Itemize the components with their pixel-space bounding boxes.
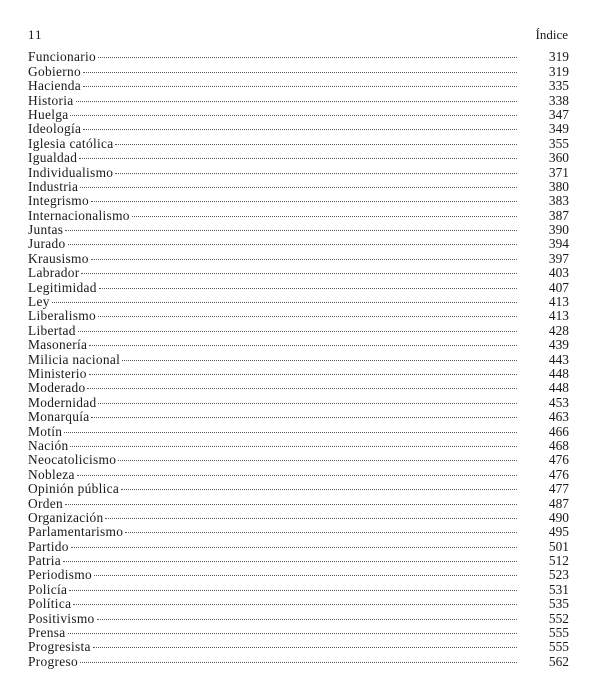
dot-leader xyxy=(93,637,517,651)
index-term: Milicia nacional xyxy=(28,351,121,367)
index-page-number: 360 xyxy=(548,150,569,166)
dot-leader xyxy=(52,292,517,306)
index-page-number: 448 xyxy=(548,365,569,381)
dot-leader xyxy=(63,551,517,565)
index-page-number: 347 xyxy=(548,106,569,122)
index-term: Nobleza xyxy=(28,466,75,482)
index-page-number: 477 xyxy=(548,481,569,497)
index-term: Huelga xyxy=(28,106,69,122)
index-page-number: 383 xyxy=(548,193,569,209)
index-page-number: 394 xyxy=(548,236,569,252)
index-term: Nación xyxy=(28,437,69,453)
dot-leader xyxy=(65,493,517,507)
index-term: Ideología xyxy=(28,121,82,137)
dot-leader xyxy=(132,205,517,219)
dot-leader xyxy=(91,248,517,262)
index-page-number: 403 xyxy=(548,265,569,281)
index-page-number: 466 xyxy=(548,423,569,439)
index-page-number: 407 xyxy=(548,279,569,295)
index-entry xyxy=(28,421,569,439)
index-entry xyxy=(28,220,569,238)
dot-leader xyxy=(80,651,517,665)
index-entry xyxy=(28,320,569,338)
index-entry xyxy=(28,105,569,122)
index-page-number: 387 xyxy=(548,207,569,223)
index-term: Labrador xyxy=(28,265,80,281)
index-term: Industria xyxy=(28,178,79,194)
index-term: Ley xyxy=(28,294,50,310)
index-term: Funcionario xyxy=(28,49,97,65)
index-entry xyxy=(28,292,569,310)
index-term: Partido xyxy=(28,538,69,554)
dot-leader xyxy=(71,536,517,550)
index-entry xyxy=(28,191,569,209)
index-page-number: 476 xyxy=(548,466,569,482)
index-page-number: 463 xyxy=(548,409,569,425)
index-entry xyxy=(28,364,569,381)
index-entry xyxy=(28,522,569,540)
index-page-number: 501 xyxy=(548,538,569,554)
dot-leader xyxy=(118,450,517,464)
dot-leader xyxy=(69,579,517,593)
index-term: Opinión pública xyxy=(28,481,120,497)
dot-leader xyxy=(89,335,517,349)
dot-leader xyxy=(70,436,517,450)
index-term: Krausismo xyxy=(28,250,89,266)
dot-leader xyxy=(76,90,517,104)
index-entry xyxy=(28,565,569,583)
dot-leader xyxy=(91,407,517,421)
index-page-number: 380 xyxy=(548,178,569,194)
index-page-number: 319 xyxy=(548,49,569,65)
index-term: Motín xyxy=(28,423,63,439)
index-entry xyxy=(28,76,569,94)
dot-leader xyxy=(125,522,517,536)
index-page-number: 443 xyxy=(548,351,569,367)
index-page-number: 535 xyxy=(548,596,569,612)
index-page-number: 490 xyxy=(548,509,569,525)
index-term: Legitimidad xyxy=(28,279,97,295)
dot-leader xyxy=(99,277,517,291)
index-page-number: 349 xyxy=(548,121,569,137)
dot-leader xyxy=(122,349,517,363)
index-term: Liberalismo xyxy=(28,308,97,324)
index-term: Policía xyxy=(28,581,68,597)
index-term: Ministerio xyxy=(28,365,87,381)
index-entry xyxy=(28,148,569,166)
dot-leader xyxy=(83,119,517,133)
index-page-number: 448 xyxy=(548,380,569,396)
index-term: Progresista xyxy=(28,639,91,655)
index-term: Moderado xyxy=(28,380,86,396)
index-page-number: 562 xyxy=(548,653,569,669)
index-entry xyxy=(28,133,569,151)
index-term: Integrismo xyxy=(28,193,90,209)
index-page-number: 523 xyxy=(548,567,569,583)
index-term: Iglesia católica xyxy=(28,135,114,151)
index-entry xyxy=(28,407,569,425)
dot-leader xyxy=(78,320,517,334)
dot-leader xyxy=(73,594,517,608)
index-entry xyxy=(28,464,569,482)
index-entry xyxy=(28,436,569,453)
index-page-number: 355 xyxy=(548,135,569,151)
index-entry xyxy=(28,378,569,396)
index-page-number: 453 xyxy=(548,394,569,410)
index-term: Igualdad xyxy=(28,150,78,166)
index-entry xyxy=(28,90,569,108)
index-term: Monarquía xyxy=(28,409,90,425)
index-page-number: 555 xyxy=(548,625,569,641)
page-number: 11 xyxy=(28,27,43,42)
index-page-number: 476 xyxy=(548,452,569,468)
index-page-number: 428 xyxy=(548,322,569,338)
index-entry xyxy=(28,306,569,324)
dot-leader xyxy=(77,464,517,478)
index-entry xyxy=(28,594,569,612)
index-term: Libertad xyxy=(28,322,76,338)
dot-leader xyxy=(70,105,517,119)
page-header xyxy=(28,27,568,43)
index-term: Modernidad xyxy=(28,394,97,410)
dot-leader xyxy=(64,421,517,435)
dot-leader xyxy=(80,177,517,191)
index-page-number: 512 xyxy=(548,553,569,569)
index-entry xyxy=(28,493,569,511)
index-page-number: 397 xyxy=(548,250,569,266)
index-entry xyxy=(28,623,569,641)
dot-leader xyxy=(83,76,517,90)
index-entry xyxy=(28,335,569,353)
index-page-number: 319 xyxy=(548,63,569,79)
index-term: Prensa xyxy=(28,625,66,641)
index-entry xyxy=(28,263,569,281)
index-page-number: 531 xyxy=(548,581,569,597)
dot-leader xyxy=(81,263,517,277)
dot-leader xyxy=(98,306,517,320)
index-page-number: 552 xyxy=(548,610,569,626)
index-term: Individualismo xyxy=(28,164,114,180)
index-term: Juntas xyxy=(28,222,64,238)
index-list xyxy=(28,47,569,669)
index-term: Organización xyxy=(28,509,104,525)
index-entry xyxy=(28,47,569,65)
index-entry xyxy=(28,248,569,266)
index-page-number: 555 xyxy=(548,639,569,655)
index-page-number: 439 xyxy=(548,337,569,353)
index-entry xyxy=(28,234,569,252)
index-entry xyxy=(28,651,569,669)
index-entry xyxy=(28,579,569,597)
dot-leader xyxy=(105,508,517,522)
index-entry xyxy=(28,508,569,525)
index-page-number: 390 xyxy=(548,222,569,238)
index-term: Positivismo xyxy=(28,610,95,626)
index-page-number: 413 xyxy=(548,308,569,324)
index-term: Neocatolicismo xyxy=(28,452,117,468)
index-term: Jurado xyxy=(28,236,66,252)
dot-leader xyxy=(68,234,518,248)
index-entry xyxy=(28,61,569,79)
index-page-number: 495 xyxy=(548,524,569,540)
index-entry xyxy=(28,392,569,410)
index-page-number: 335 xyxy=(548,78,569,94)
dot-leader xyxy=(94,565,517,579)
index-term: Hacienda xyxy=(28,78,81,94)
dot-leader xyxy=(79,148,517,162)
index-page-number: 468 xyxy=(548,437,569,453)
index-entry xyxy=(28,277,569,295)
index-entry xyxy=(28,536,569,554)
index-entry xyxy=(28,349,569,367)
index-entry xyxy=(28,551,569,569)
dot-leader xyxy=(89,364,517,378)
dot-leader xyxy=(98,392,517,406)
index-term: Periodismo xyxy=(28,567,93,583)
dot-leader xyxy=(87,378,517,392)
index-page-number: 413 xyxy=(548,294,569,310)
index-term: Internacionalismo xyxy=(28,207,130,223)
index-term: Gobierno xyxy=(28,63,81,79)
index-term: Progreso xyxy=(28,653,79,669)
dot-leader xyxy=(121,479,517,493)
index-page-number: 371 xyxy=(548,164,569,180)
index-term: Masonería xyxy=(28,337,88,353)
index-page-number: 487 xyxy=(548,495,569,511)
index-entry xyxy=(28,479,569,497)
index-term: Política xyxy=(28,596,72,612)
index-entry xyxy=(28,162,569,180)
index-page-number: 338 xyxy=(548,92,569,108)
index-entry xyxy=(28,119,569,137)
index-term: Patria xyxy=(28,553,62,569)
section-title: Índice xyxy=(535,27,568,42)
index-entry xyxy=(28,637,569,655)
index-entry xyxy=(28,177,569,194)
dot-leader xyxy=(115,133,517,147)
index-term: Orden xyxy=(28,495,63,511)
dot-leader xyxy=(98,47,517,61)
dot-leader xyxy=(83,61,517,75)
dot-leader xyxy=(97,608,517,622)
index-term: Historia xyxy=(28,92,74,108)
dot-leader xyxy=(68,623,518,637)
index-entry xyxy=(28,205,569,223)
index-term: Parlamentarismo xyxy=(28,524,124,540)
dot-leader xyxy=(65,220,517,234)
dot-leader xyxy=(115,162,517,176)
index-entry xyxy=(28,450,569,468)
index-entry xyxy=(28,608,569,626)
dot-leader xyxy=(91,191,517,205)
